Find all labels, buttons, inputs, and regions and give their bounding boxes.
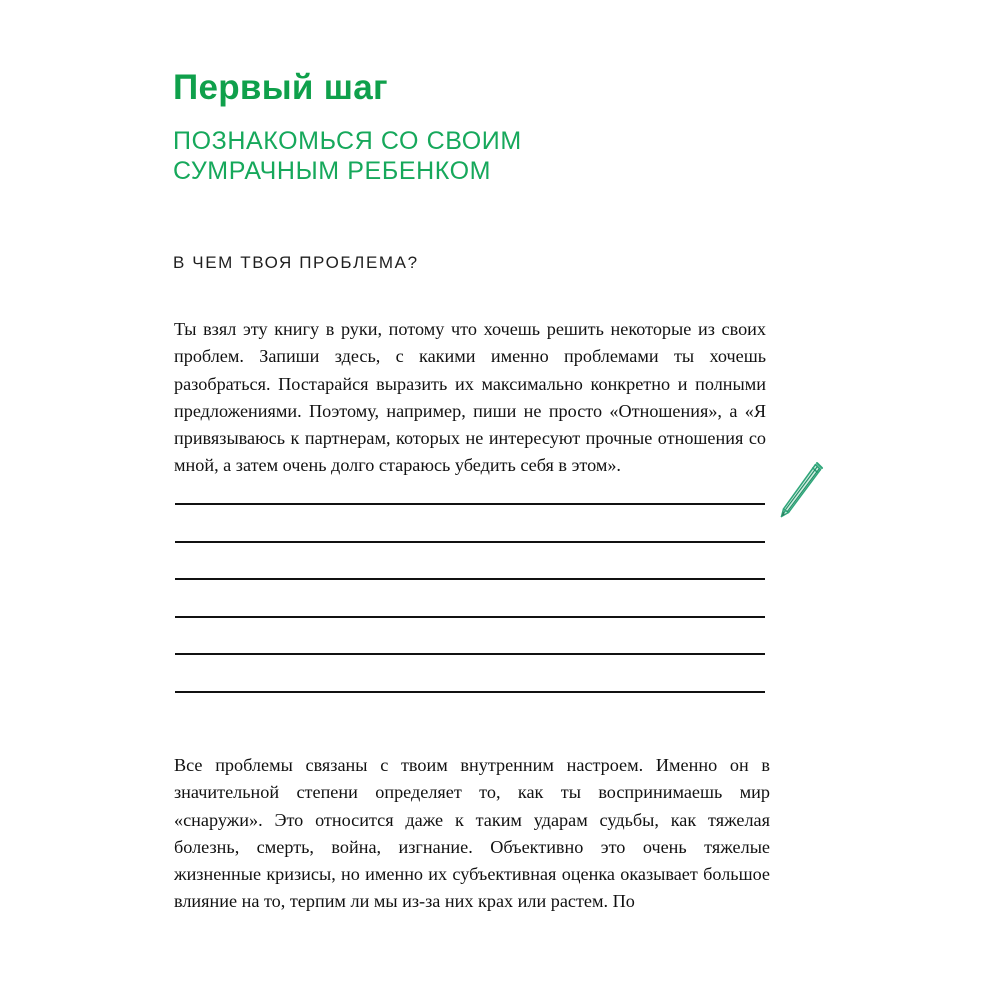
chapter-subtitle: ПОЗНАКОМЬСЯ СО СВОИМ СУМРАЧНЫМ РЕБЕНКОМ <box>173 127 522 185</box>
pencil-icon <box>774 458 826 524</box>
page-title: Первый шаг <box>173 68 388 107</box>
worksheet-line[interactable] <box>175 541 765 543</box>
worksheet-line[interactable] <box>175 578 765 580</box>
worksheet-line[interactable] <box>175 653 765 655</box>
intro-paragraph: Ты взял эту книгу в руки, потому что хочешь решить некоторые из своих проблем. Запиши здесь, с какими именно проблемами ты хочешь разобраться. Постарайся выразить их максимально конкретно и полными предложениями. Поэтому, например, пиши не просто «Отношения», а «Я привязываюсь к партнерам, которых не интересуют прочные отношения со мной, а затем очень долго стараюсь убедить себя в этом». <box>174 319 766 476</box>
chapter-header <box>173 68 813 186</box>
section-heading: В ЧЕМ ТВОЯ ПРОБЛЕМА? <box>173 253 419 272</box>
worksheet-line[interactable] <box>175 616 765 618</box>
worksheet-answer-lines[interactable] <box>175 503 765 693</box>
worksheet-line[interactable] <box>175 503 765 505</box>
worksheet-line[interactable] <box>175 691 765 693</box>
follow-up-paragraph: Все проблемы связаны с твоим внутренним настроем. Именно он в значительной степени определяет то, как ты воспринимаешь мир «снаружи». Это относится даже к таким ударам судьбы, как тяжелая болезнь, смерть, война, изгнание. Объективно это очень тяжелые жизненные кризисы, но именно их субъективная оценка оказывает большое влияние на то, терпим ли мы из-за них крах или растем. По <box>174 755 770 912</box>
